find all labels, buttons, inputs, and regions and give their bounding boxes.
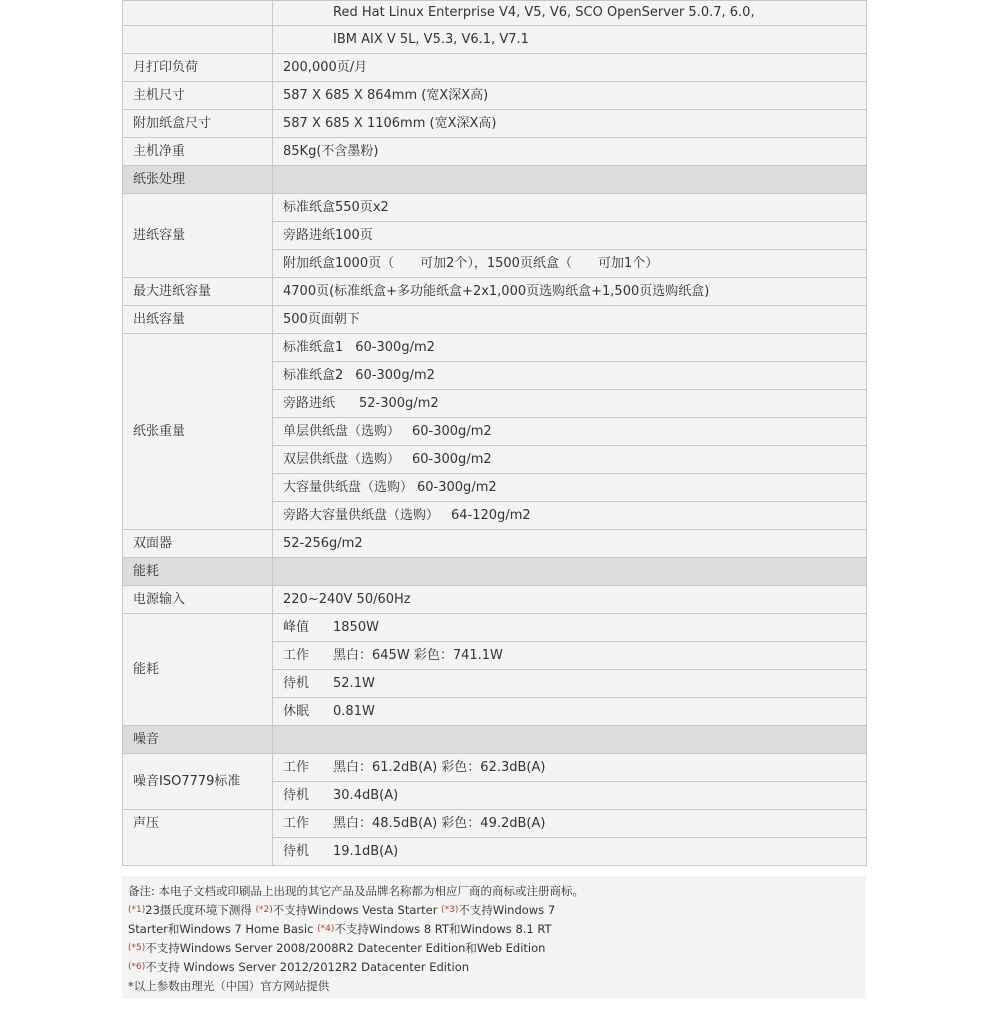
section-header: [123, 558, 867, 586]
spec-table: [122, 0, 867, 866]
table-row: [123, 54, 867, 82]
note-marker: (*6): [128, 962, 146, 972]
spec-value: 旁路进纸100页: [273, 222, 867, 250]
spec-label: 纸张重量: [123, 334, 273, 530]
tray-name: 旁路大容量供纸盘（选购）: [283, 508, 440, 523]
table-row: [123, 110, 867, 138]
paper-weight: 60-300g/m2: [417, 480, 497, 495]
spec-label: 主机净重: [123, 138, 273, 166]
spec-label: 月打印负荷: [123, 54, 273, 82]
tray-name: 旁路进纸: [283, 396, 336, 411]
tray-name: 单层供纸盘（选购）: [283, 424, 401, 439]
spec-value: 附加纸盒1000页（ 可加2个），1500页纸盒（ 可加1个）: [273, 250, 867, 278]
spec-label: 噪音ISO7779标准: [123, 754, 273, 810]
section-title: 能耗: [123, 558, 273, 586]
paper-weight: 60-300g/m2: [355, 340, 435, 355]
mode-value: 1850W: [333, 620, 379, 635]
mode-value: 黑白：645W 彩色：741.1W: [333, 648, 503, 663]
section-title: 噪音: [123, 726, 273, 754]
paper-weight: 60-300g/m2: [412, 424, 492, 439]
table-row: [123, 586, 867, 614]
mode-label: 工作: [283, 760, 310, 775]
table-row: [123, 194, 867, 222]
spec-value: 500页面朝下: [273, 306, 867, 334]
tray-name: 双层供纸盘（选购）: [283, 452, 401, 467]
spec-label: 声压: [123, 810, 273, 866]
mode-value: 52.1W: [333, 676, 375, 691]
note-text: 不支持Windows Server 2008/2008R2 Datecenter Edition和Web Edition: [145, 941, 546, 955]
note-source: *以上参数由理光（中国）官方网站提供: [128, 979, 330, 993]
spec-value: 587 X 685 X 1106mm (宽X深X高): [273, 110, 867, 138]
spec-value: 587 X 685 X 864mm (宽X深X高): [273, 82, 867, 110]
note-marker: (*3): [441, 905, 459, 915]
note-text: 不支持 Windows Server 2012/2012R2 Datacenter Edition: [145, 960, 470, 974]
spec-value: 52-256g/m2: [273, 530, 867, 558]
mode-label: 峰值: [283, 620, 310, 635]
table-row: [123, 810, 867, 838]
section-header: [123, 166, 867, 194]
table-row: [123, 82, 867, 110]
section-header: [123, 726, 867, 754]
table-row: [123, 754, 867, 782]
note-line: [128, 939, 860, 958]
paper-weight: 60-300g/m2: [355, 368, 435, 383]
note-text: 不支持Windows 7: [458, 903, 556, 917]
table-row: [123, 1, 867, 26]
table-row: [123, 306, 867, 334]
spec-label: 双面器: [123, 530, 273, 558]
table-row: [123, 614, 867, 642]
spec-label: 电源输入: [123, 586, 273, 614]
paper-weight: 60-300g/m2: [412, 452, 492, 467]
mode-label: 工作: [283, 648, 310, 663]
note-disclaimer: 备注: 本电子文档或印刷品上出现的其它产品及品牌名称都为相应厂商的商标或注册商标。: [128, 884, 585, 898]
note-marker: (*1): [128, 905, 146, 915]
table-row: [123, 138, 867, 166]
spec-value: 200,000页/月: [273, 54, 867, 82]
note-marker: (*2): [255, 905, 273, 915]
spec-label: 主机尺寸: [123, 82, 273, 110]
mode-label: 待机: [283, 844, 310, 859]
spec-value: 标准纸盒550页x2: [273, 194, 867, 222]
spec-value: 4700页(标准纸盒+多功能纸盒+2x1,000页选购纸盒+1,500页选购纸盒): [273, 278, 867, 306]
paper-weight: 64-120g/m2: [451, 508, 531, 523]
spec-value: 220~240V 50/60Hz: [273, 586, 867, 614]
mode-label: 休眠: [283, 704, 310, 719]
note-text: 23摄氏度环境下测得: [145, 903, 252, 917]
note-text: 不支持Windows Vesta Starter: [272, 903, 438, 917]
note-text: 不支持Windows 8 RT和Windows 8.1 RT: [334, 922, 552, 936]
spec-label: 附加纸盒尺寸: [123, 110, 273, 138]
spec-label: 最大进纸容量: [123, 278, 273, 306]
tray-name: 标准纸盒2: [283, 368, 344, 383]
spec-label: 出纸容量: [123, 306, 273, 334]
os-support-line-1: Red Hat Linux Enterprise V4, V5, V6, SCO OpenServer 5.0.7, 6.0,: [273, 1, 867, 26]
mode-value: 0.81W: [333, 704, 375, 719]
spec-label: 能耗: [123, 614, 273, 726]
note-marker: (*5): [128, 943, 146, 953]
footnotes: [122, 876, 866, 999]
note-line: [128, 958, 860, 977]
paper-weight: 52-300g/m2: [359, 396, 439, 411]
mode-label: 待机: [283, 788, 310, 803]
mode-value: 30.4dB(A): [333, 788, 399, 803]
spec-label: 进纸容量: [123, 194, 273, 278]
note-line: [128, 901, 860, 920]
os-support-line-2: IBM AIX V 5L, V5.3, V6.1, V7.1: [273, 26, 867, 54]
mode-value: 19.1dB(A): [333, 844, 399, 859]
tray-name: 大容量供纸盘（选购）: [283, 480, 414, 495]
note-line: [128, 920, 860, 939]
mode-value: 黑白：48.5dB(A) 彩色：49.2dB(A): [333, 816, 546, 831]
note-text: Starter和Windows 7 Home Basic: [128, 922, 314, 936]
table-row: [123, 278, 867, 306]
spec-sheet: [122, 0, 866, 866]
table-row: [123, 334, 867, 362]
mode-value: 黑白：61.2dB(A) 彩色：62.3dB(A): [333, 760, 546, 775]
spec-value: 85Kg(不含墨粉): [273, 138, 867, 166]
note-marker: (*4): [317, 924, 335, 934]
table-row: [123, 530, 867, 558]
table-row: [123, 26, 867, 54]
mode-label: 工作: [283, 816, 310, 831]
tray-name: 标准纸盒1: [283, 340, 344, 355]
mode-label: 待机: [283, 676, 310, 691]
section-title: 纸张处理: [123, 166, 273, 194]
